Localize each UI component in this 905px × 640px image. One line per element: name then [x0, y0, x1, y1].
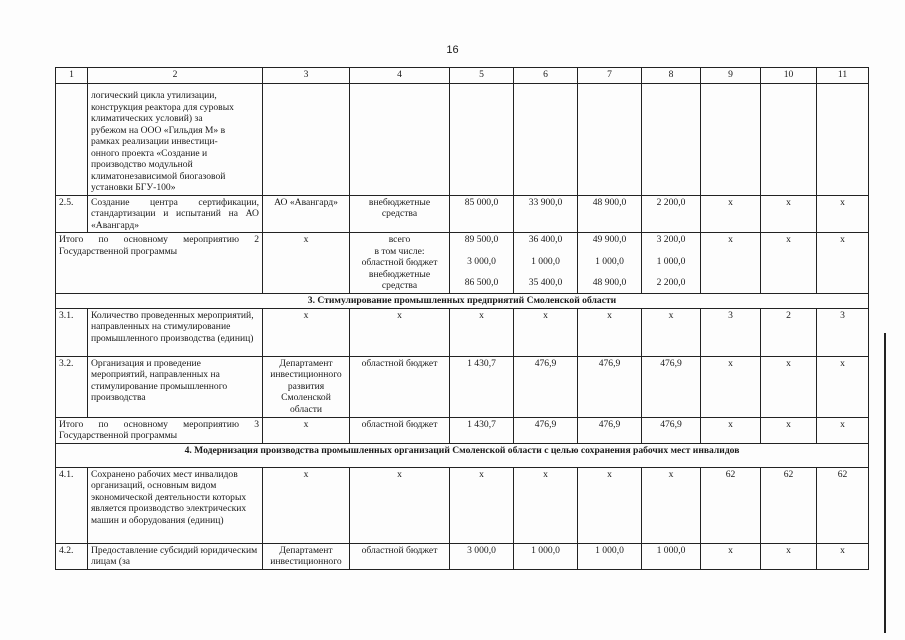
program-table [55, 67, 869, 570]
section-heading-4: 4. Модернизация производства промышленных организаций Смоленской области с целью сохранения рабочих мест инвалидов [56, 443, 869, 467]
col-header: 2 [88, 68, 263, 84]
table-row-3-1: 3.1. Количество проведенных мероприятий, направленных на стимулирование промышленного производства (единиц) х х х х х х 3 2 3 [56, 308, 869, 356]
table-row-total-2: Итого по основному мероприятию 2 Государственной программы х всего в том числе: областной бюджет внебюджетные средства 89 500,0 3 000,0 86 500,0 36 400,0 1 000,0 35 400,0 49 900,0 1 000,0 48 900,0 3 200,0 1 000,0 2 200,0 х х х [56, 233, 869, 294]
total-label: Итого по основному мероприятию 2 Государственной программы [56, 233, 263, 294]
table-row-total-3: Итого по основному мероприятию 3 Государственной программы х областной бюджет 1 430,7 476,9 476,9 476,9 х х х [56, 417, 869, 443]
activity-name: Сохранено рабочих мест инвалидов организаций, основным видом экономической деятельности которых является производство электрических машин и оборудования (единиц) [88, 467, 263, 543]
table-row-4-1: 4.1. Сохранено рабочих мест инвалидов организаций, основным видом экономической деятельности которых является производство электрических машин и оборудования (единиц) х х х х х х 62 62 62 [56, 467, 869, 543]
activity-name: Создание центра сертификации, стандартизации и испытаний на АО «Авангард» [88, 195, 263, 233]
margin-rule [884, 333, 886, 633]
section-heading-3: 3. Стимулирование промышленных предприятий Смоленской области [56, 294, 869, 309]
col-header: 10 [761, 68, 817, 84]
col-header: 1 [56, 68, 88, 84]
col-header: 5 [450, 68, 514, 84]
column-header-row [56, 68, 869, 84]
col-header: 4 [350, 68, 450, 84]
col-header: 6 [514, 68, 578, 84]
col-header: 11 [817, 68, 869, 84]
table-row-continuation [56, 84, 869, 196]
page-number: 16 [446, 44, 459, 56]
activity-name: Количество проведенных мероприятий, направленных на стимулирование промышленного производства (единиц) [88, 308, 263, 356]
col-header: 8 [642, 68, 701, 84]
table-row-3-2: 3.2. Организация и проведение мероприятий, направленных на стимулирование промышленного производства Департамент инвестиционного развития Смоленской области областной бюджет 1 430,7 476,9 476,9 476,9 х х х [56, 356, 869, 417]
table-row-2-5: 2.5. Создание центра сертификации, стандартизации и испытаний на АО «Авангард» АО «Авангард» внебюджетные средства 85 000,0 33 900,0 48 900,0 2 200,0 х х х [56, 195, 869, 233]
executor: АО «Авангард» [263, 195, 350, 233]
total-label: Итого по основному мероприятию 3 Государственной программы [56, 417, 263, 443]
activity-name: Предоставление субсидий юридическим лицам (за [88, 543, 263, 569]
executor: Департамент инвестиционного развития Смоленской области [263, 356, 350, 417]
row-number: 2.5. [56, 195, 88, 233]
col-header: 3 [263, 68, 350, 84]
continued-description: логический цикла утилизации, конструкция реактора для суровых климатических условий) за рубежом на ООО «Гильдия М» в рамках реализации инвестици- онного проекта «Создание и производство модульной климатонезависимой биогазовой установки БГУ-100» [88, 84, 263, 196]
table-row-4-2: 4.2. Предоставление субсидий юридическим лицам (за Департамент инвестиционного областной бюджет 3 000,0 1 000,0 1 000,0 1 000,0 х х х [56, 543, 869, 569]
col-header: 7 [578, 68, 642, 84]
activity-name: Организация и проведение мероприятий, направленных на стимулирование промышленного производства [88, 356, 263, 417]
col-header: 9 [701, 68, 761, 84]
executor: Департамент инвестиционного [263, 543, 350, 569]
funding-sources: всего в том числе: областной бюджет внебюджетные средства [350, 233, 450, 294]
funding-source: внебюджетные средства [350, 195, 450, 233]
